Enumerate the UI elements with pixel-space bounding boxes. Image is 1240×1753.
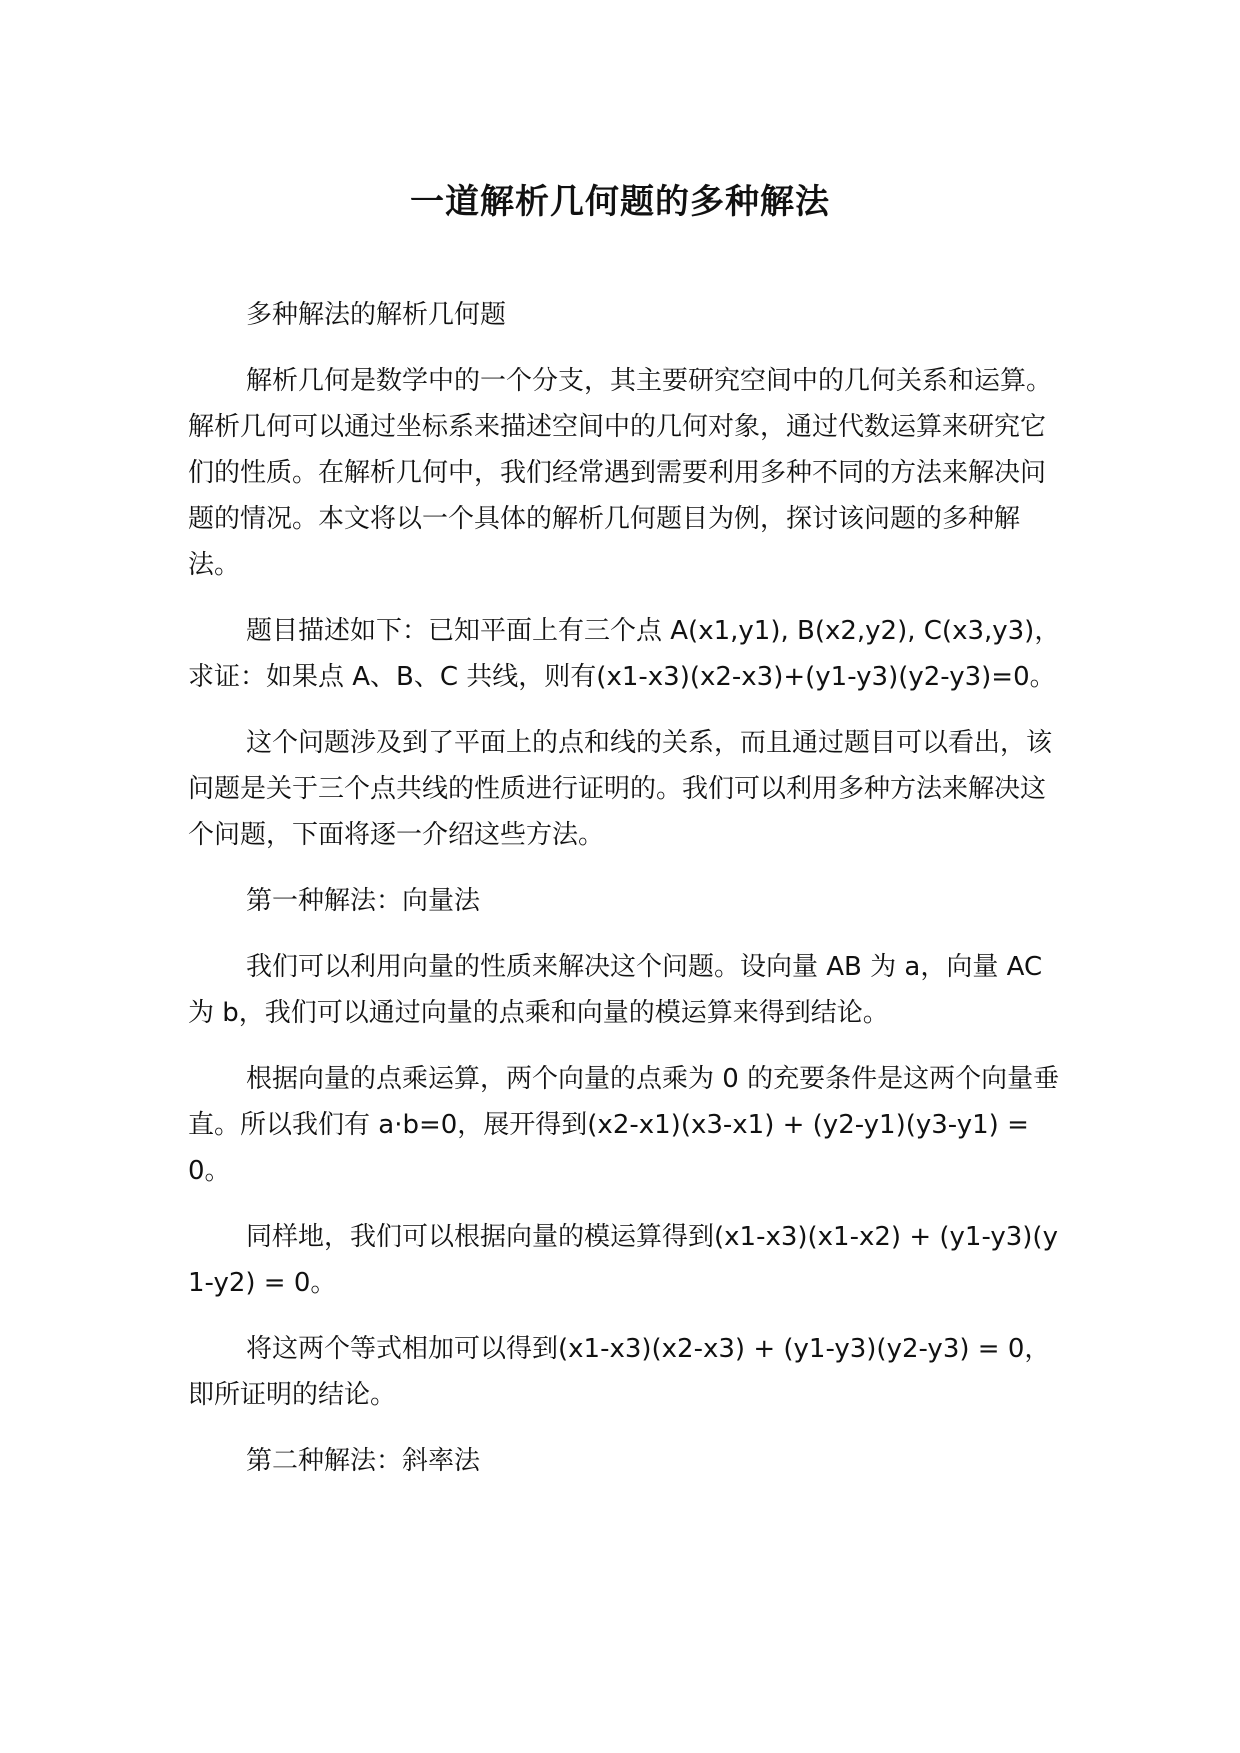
paragraph-modulus: 同样地，我们可以根据向量的模运算得到(x1-x3)(x1-x2) + (y1-y3)(y1-y2) = 0。 [188,1222,1058,1298]
section-heading-vector-method: 第一种解法：向量法 [246,886,481,916]
paragraph-intro: 解析几何是数学中的一个分支，其主要研究空间中的几何关系和运算。解析几何可以通过坐标系来描述空间中的几何对象，通过代数运算来研究它们的性质。在解析几何中，我们经常遇到需要利用多种不同的方法来解决问题的情况。本文将以一个具体的解析几何题目为例，探讨该问题的多种解法。 [188,366,1053,580]
paragraph-conclusion: 将这两个等式相加可以得到(x1-x3)(x2-x3) + (y1-y3)(y2-y3) = 0，即所证明的结论。 [188,1334,1051,1410]
paragraph-vector-setup: 我们可以利用向量的性质来解决这个问题。设向量 AB 为 a，向量 AC 为 b，我们可以通过向量的点乘和向量的模运算来得到结论。 [188,952,1043,1028]
paragraph-overview: 这个问题涉及到了平面上的点和线的关系，而且通过题目可以看出，该问题是关于三个点共线的性质进行证明的。我们可以利用多种方法来解决这个问题，下面将逐一介绍这些方法。 [188,728,1053,850]
paragraph-dot-product: 根据向量的点乘运算，两个向量的点乘为 0 的充要条件是这两个向量垂直。所以我们有 a·b=0，展开得到(x2-x1)(x3-x1) + (y2-y1)(y3-y1) = 0。 [188,1064,1060,1186]
document-body [188,292,1068,1504]
document-title: 一道解析几何题的多种解法 [410,182,830,222]
paragraph-subtitle: 多种解法的解析几何题 [246,300,507,330]
paragraph-problem: 题目描述如下：已知平面上有三个点 A(x1,y1), B(x2,y2), C(x3,y3)，求证：如果点 A、B、C 共线，则有(x1-x3)(x2-x3)+(y1-y3)(y2-y3)=0。 [188,616,1061,692]
section-heading-slope-method: 第二种解法：斜率法 [246,1446,481,1476]
